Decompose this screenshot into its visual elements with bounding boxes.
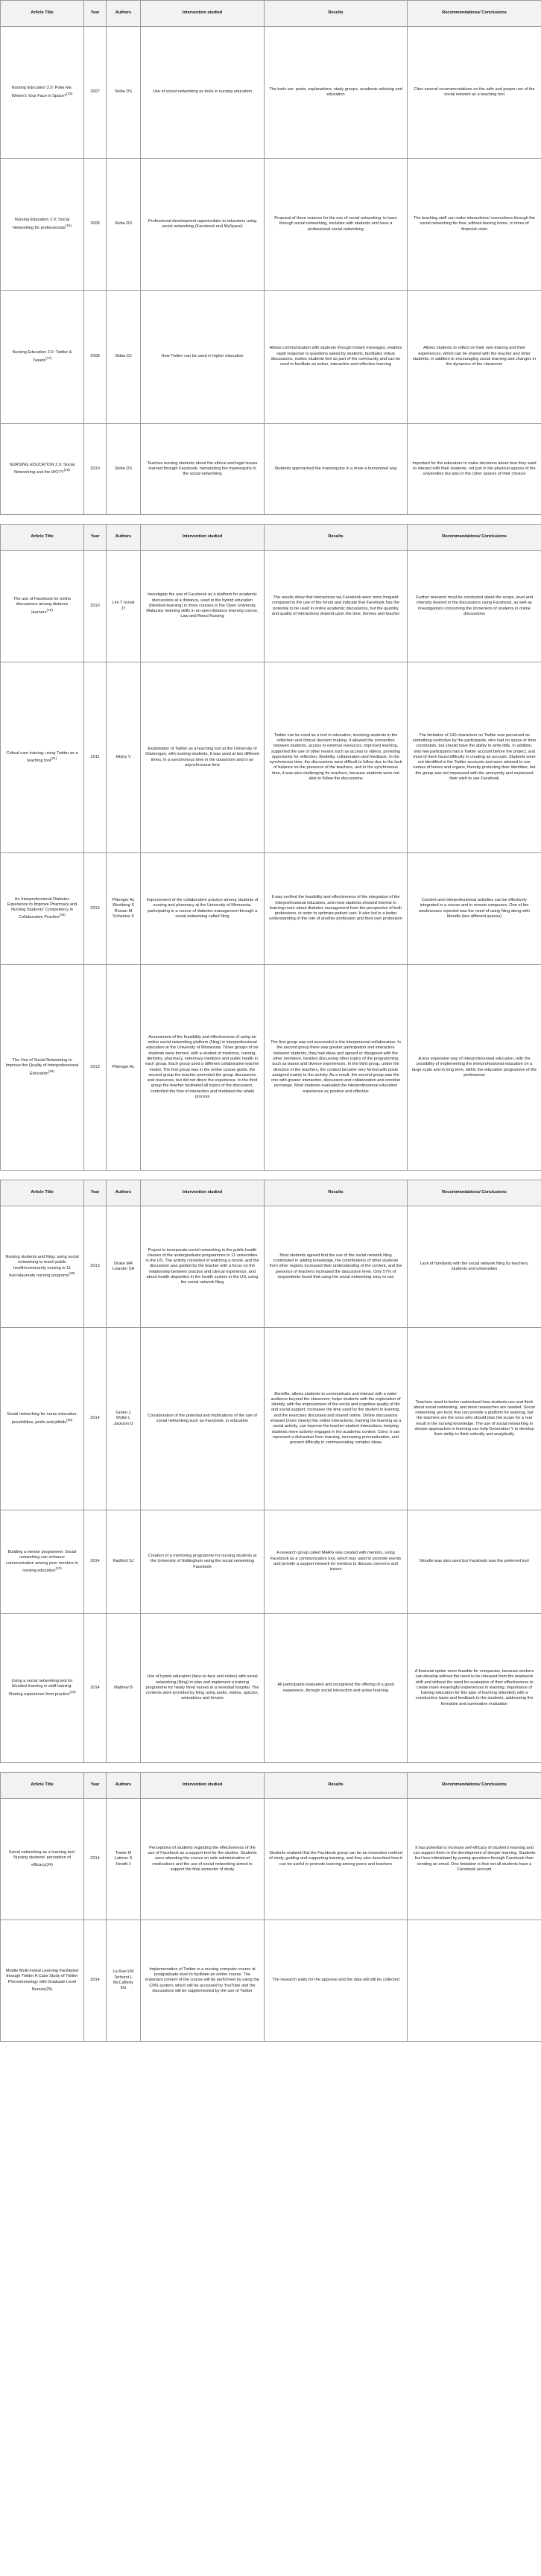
header-recommendations: Recommendations/ Conclusions	[408, 1, 541, 27]
recommendations-cell: Moodle was also used but Facebook was the preferred tool	[408, 1510, 541, 1614]
article-title-cell: Using a social networking tool for blended learning in staff training: Sharing experience from practice$^{(26)}$	[1, 1614, 84, 1763]
article-title-cell: Nursing Education 2.0: Social Networking for professionals$^{(16)}$	[1, 159, 84, 291]
intervention-cell: Use of social networking as tools in nursing education	[141, 27, 265, 159]
article-title-cell: Nursing students and Ning: using social networking to teach public health/community nursing in 11 baccalaureate nursing programs$^{(29)}$	[1, 1206, 84, 1328]
header-article-title: Article Title	[1, 1180, 84, 1206]
year-cell: 2013	[84, 1206, 107, 1328]
article-title-cell: Mobile Multi-modal Learning Facilitated through Twitter A Case Study of Twitter Phenomenology with Graduate Level Nurses(25)	[1, 1920, 84, 2042]
year-cell: 2010	[84, 551, 107, 662]
authors-cell: Mathew B	[107, 1614, 141, 1763]
results-cell: Students approached the mannequins in a more a humanized way	[265, 424, 408, 515]
recommendations-cell: Content and interprofessional activities can be effectively integrated in a course and in remote campuses. One of the weaknesses reported was the need of using Ning along with Moodle (two different spaces)	[408, 853, 541, 965]
header-year: Year	[84, 1773, 107, 1799]
year-cell: 2013	[84, 965, 107, 1171]
results-cell: The first group was not successful in the interpersonal collaboration. In the second group there was greater participation and interaction between students, they had ideas and agreed or disagreed with the other members, besides discussing other topics of the programming such as teams and diverse experiences. In the third group, under the direction of the teachers, the content became very formal with posts assigned mainly to the activity. As a result, the second group was the one with greater interaction, discussion and collaboration and emotion exchange. Most students evaluated the interprofessional education experience as positive and effective	[265, 965, 408, 1171]
article-title-cell: Nursing Education 2.0: Poke Me. Where's Your Face in Space?$^{(15)}$	[1, 27, 84, 159]
header-recommendations: Recommendations/ Conclusions	[408, 1180, 541, 1206]
authors-cell: Radford SJ	[107, 1510, 141, 1614]
article-title-cell: The use of Facebook for online discussions among distance learners$^{(19)}$	[1, 551, 84, 662]
intervention-cell: Implementation of Twitter in a nursing computer course at postgraduate level to facilitate an online course. The important content of the course will be performed by using the CMS system, which will be accessed by YouTube and the discussions will be supplemented by the use of Twitter	[141, 1920, 265, 2042]
review-table-page-3	[0, 1180, 541, 1763]
header-authors: Authors	[107, 525, 141, 551]
intervention-cell: Assessment of the feasibility and effectiveness of using an online social networking platform (Ning) in interprofessional education at the University of Minnesota. Three groups of six students were formed, with a student of medicine, nursing, dentistry, pharmacy, veterinary medicine and public health in each group. Each group used a different collaborative teacher model. The first group was in the online course guide, the second group the teacher promoted the group discussions and resources, but did not direct the experience. In the third group the teacher facilitated all topics of the discussion, controlled the flow of interaction and mediated the whole process	[141, 965, 265, 1171]
year-cell: 2011	[84, 662, 107, 853]
header-authors: Authors	[107, 1, 141, 27]
results-cell: The research waits for the approval and the data will still be collected	[265, 1920, 408, 2042]
authors-cell: Mistry V	[107, 662, 141, 853]
recommendations-cell: The teaching staff can make interactions/ connections through the social networking for free, without leaving home, in times of financial crisis	[408, 159, 541, 291]
page-gap	[0, 1171, 541, 1180]
article-title-cell: Social networking as a learning tool: Nursing students' perception of efficacy(24)	[1, 1799, 84, 1920]
table-header-row	[1, 1773, 541, 1799]
intervention-cell: Creation of a mentoring programme for nursing students at the University of Nottingham using the social networking Facebook	[141, 1510, 265, 1614]
recommendations-cell: Teachers need to better understand how students use and think about social networking, and more researches are needed. Social networking are tools that can provide a platform for learning, but the teachers are the ones who should plan the scope for a real result in the nursing knowledge. The use of social networking in deeper approaches in learning can help Generation Y to develop their ability to think critically and analytically	[408, 1328, 541, 1510]
authors-cell: Drake MA Leander SA	[107, 1206, 141, 1328]
recommendations-cell: A financial option more feasible for companies, because workers can develop without the need to be released from the teamwork shift and without the need for evaluation of their effectiveness to create more meaningful experiences in learning. Importance of training education for this type of learning (blended) with a constructive basis and feedback to the students, addressing the formative and summative evaluation	[408, 1614, 541, 1763]
authors-cell: Skiba DJ	[107, 291, 141, 424]
table-row	[1, 853, 541, 965]
year-cell: 2008	[84, 159, 107, 291]
table-row	[1, 1614, 541, 1763]
recommendations-cell: The limitation of 140 characters on Twitter was perceived as something restrictive by the participants, who had no space or time constraints, but should have the ability to write little. In addition, only few participants had a Twitter account before the project, and most of them faced difficulty in creating an account. Students were not identified in the Twitter accounts and were advised to use names of bones and organs, thereby protecting their identities, but the group was not impressed with the anonymity and expressed their wish to use Facebook	[408, 662, 541, 853]
article-title-cell: Social networking for nurse education: possibilities, perils and pitfalls$^{(20)}$	[1, 1328, 84, 1510]
header-intervention: Intervention studied	[141, 525, 265, 551]
header-results: Results	[265, 1180, 408, 1206]
authors-cell: Green J Wyllie L Jackson D	[107, 1328, 141, 1510]
header-year: Year	[84, 1, 107, 27]
page-gap	[0, 1763, 541, 1772]
year-cell: 2007	[84, 27, 107, 159]
review-table-page-1	[0, 0, 541, 515]
authors-cell: Skiba DS	[107, 424, 141, 515]
year-cell: 2013	[84, 853, 107, 965]
year-cell: 2014	[84, 1920, 107, 2042]
header-year: Year	[84, 525, 107, 551]
article-title-cell: NURSING EDUCATION 2.0: Social Networking and the WOTY$^{(18)}$	[1, 424, 84, 515]
year-cell: 2010	[84, 424, 107, 515]
table-row	[1, 1510, 541, 1614]
table-row	[1, 662, 541, 853]
intervention-cell: Investigate the use of Facebook as a platform for academic discussions at a distance, used in the hybrid education (blended-learning) in three courses in the Open University Malaysia: learning skills in an open distance learning course, Law and Renal Nursing	[141, 551, 265, 662]
table-row	[1, 551, 541, 662]
header-intervention: Intervention studied	[141, 1180, 265, 1206]
table-row	[1, 1799, 541, 1920]
results-cell: The tools are: posts, explanations, study groups, academic advising and education	[265, 27, 408, 159]
header-authors: Authors	[107, 1180, 141, 1206]
intervention-cell: Perceptions of students regarding the effectiveness of the use of Facebook as a support tool for the studies. Students were attending the course on safe administration of medications and the use of social networking aimed to support the final semester of study	[141, 1799, 265, 1920]
header-article-title: Article Title	[1, 525, 84, 551]
results-cell: Twitter can be used as a tool in education, involving students in the reflection and clinical decision making. It allowed the connection between students, access to external resources, improved learning, supported the use of other means such as access to videos, providing opportunity for reflection, flexibility, collaboration and feedback. In the synchronous time, the discussions were difficult to follow due to the lack of balance on the presence of the teachers, and in the synchronous time, it was also challenging for teachers, because students were not able to follow the discussions	[265, 662, 408, 853]
table-row	[1, 27, 541, 159]
recommendations-cell: It has potential to increase self-efficacy of student's learning and can support them in the development of deeper learning. Students feel less intimidated by posing questions through Facebook than sending an email. One limitation is that not all students have a Facebook account	[408, 1799, 541, 1920]
header-year: Year	[84, 1180, 107, 1206]
intervention-cell: Improvement of the collaborative practice among students of nursing and pharmacy at the University of Minnesota, participating in a course of diabetes management through a social networking called Ning	[141, 853, 265, 965]
results-cell: A research group called MARG was created with mentors, using Facebook as a communication tool, which was used to promote events and provide a support network for mentors to discuss concerns and issues	[265, 1510, 408, 1614]
results-cell: Most students agreed that the use of the social network Ning contributed in adding knowledge, the contributions of other students from other regions increased their understanding of the content, and the presence of teachers increased the discussion level. Only 57% of respondents found that using the social networking easy to use	[265, 1206, 408, 1328]
table-row	[1, 1328, 541, 1510]
recommendations-cell: Further research must be conducted about the scope, level and intensity desired in the discussions using Facebook, as well as investigations concerning the immersion of students in online discussions	[408, 551, 541, 662]
year-cell: 2014	[84, 1510, 107, 1614]
article-title-cell: Nursing Education 2.0: Twitter & Tweets$^{(17)}$	[1, 291, 84, 424]
intervention-cell: Exploitation of Twitter as a teaching tool at the University of Glamorgan, with nursing students. It was used at two different times, in a synchronous time in the classroom and in an asynchronous time	[141, 662, 265, 853]
table-header-row	[1, 1180, 541, 1206]
year-cell: 2008	[84, 291, 107, 424]
header-recommendations: Recommendations/ Conclusions	[408, 525, 541, 551]
results-cell: It was verified the feasibility and effectiveness of the integration of the interprofessional education, and most students showed interest in learning more about diabetes management from the perspective of both professions, in order to optimize patient care. It also led to a better understanding of the role of another profession and their own profession	[265, 853, 408, 965]
header-recommendations: Recommendations/ Conclusions	[408, 1773, 541, 1799]
table-header-row	[1, 1, 541, 27]
intervention-cell: Use of hybrid education (face-to-face and online) with social networking (Ning) to plan and implement a training programme for newly hired nurses in a neonatal hospital. The contents were provided by Ning using audio, videos, quizzes, animations and forums	[141, 1614, 265, 1763]
recommendations-cell: Cites several recommendations on the safe and proper use of the social network as a teaching tool	[408, 27, 541, 159]
table-row	[1, 1920, 541, 2042]
authors-cell: Pittenger AL	[107, 965, 141, 1171]
intervention-cell: Consideration of the potential and implications of the use of social networking such as Facebook, in education	[141, 1328, 265, 1510]
intervention-cell: Professional development opportunities to educators using social networking (Facebook and MySpace)	[141, 159, 265, 291]
intervention-cell: How Twitter can be used in higher education	[141, 291, 265, 424]
year-cell: 2014	[84, 1799, 107, 1920]
year-cell: 2014	[84, 1328, 107, 1510]
recommendations-cell: A less expensive way of interprofessional education, with the possibility of implementing the interprofessional education on a large scale and in long term, within the education programme of the professions	[408, 965, 541, 1171]
year-cell: 2014	[84, 1614, 107, 1763]
authors-cell: Tower M Latimer S Hewitt J	[107, 1799, 141, 1920]
table-row	[1, 424, 541, 515]
results-cell: Students realized that the Facebook group can be an innovative method of study, guiding and supporting learning, and they also described how it can be useful to promote learning among peers and teachers	[265, 1799, 408, 1920]
page-gap	[0, 515, 541, 524]
header-authors: Authors	[107, 1773, 141, 1799]
article-title-cell: Building a mentor programme: Social networking can enhance communication among peer mentors in nursing education$^{(22)}$	[1, 1510, 84, 1614]
header-results: Results	[265, 525, 408, 551]
recommendations-cell: Allows students to reflect on their own training and their experiences, which can be shared with the teacher and other students, in addition to encouraging social learning and changes in the dynamics of the classroom	[408, 291, 541, 424]
authors-cell: Skiba DS	[107, 159, 141, 291]
header-results: Results	[265, 1, 408, 27]
table-row	[1, 1206, 541, 1328]
header-intervention: Intervention studied	[141, 1773, 265, 1799]
authors-cell: Pittenger AL Westberg S Rowan M Schweiss S	[107, 853, 141, 965]
table-row	[1, 965, 541, 1171]
recommendations-cell: Important for the educators to make decisions about how they want to interact with their students, not just in the physical spaces of the universities but also in the cyber spaces of their choices	[408, 424, 541, 515]
authors-cell: Lim T Ismail JT	[107, 551, 141, 662]
results-cell: Allows communication with students through instant messages, enables rapid response to questions asked by students, facilitates virtual discussions, makes students feel as part of the community and can be used to facilitate an active, interactive and reflective learning	[265, 291, 408, 424]
recommendations-cell: Lack of familiarity with the social network Ning by teachers, students and universities	[408, 1206, 541, 1328]
table-row	[1, 159, 541, 291]
article-title-cell: The Use of Social Networking to Improve the Quality of Interprofessional Education$^{(28)}$	[1, 965, 84, 1171]
results-cell: Benefits: allows students to communicate and interact with a wider audience beyond the classroom; helps students with the exploration of identity, with the improvement of the social and cognitive quality of life and social support; increases the time used by the student in learning, and the exercises discussed and shared online. Online discussions showed (more clearly) the online interactions, framing the learning as a social activity, can improve the teacher-student interactions, keeping students more actively engaged in the academic context. Cons: it can represent a distraction from learning, increasing procrastination, and prevent difficulty in communicating complex ideas	[265, 1328, 408, 1510]
recommendations-cell	[408, 1920, 541, 2042]
authors-cell: Skiba DS	[107, 27, 141, 159]
header-article-title: Article Title	[1, 1773, 84, 1799]
authors-cell: La Rue EM Terhorst L McCafferty KG	[107, 1920, 141, 2042]
table-row	[1, 291, 541, 424]
header-article-title: Article Title	[1, 1, 84, 27]
article-title-cell: Critical care training: using Twitter as a teaching tool$^{(21)}$	[1, 662, 84, 853]
article-title-cell: An Interprofessional Diabetes Experience to Improve Pharmacy and Nursing Students' Competency in Collaborative Practice$^{(30)}$	[1, 853, 84, 965]
intervention-cell: Project to incorporate social networking in the public health classes of the undergraduate programmes in 11 universities in the US. The activity consisted of watching a movie, and the discussion was guided by the teacher with a focus on the relationship between practice and clinical experience, and about health disparities in the health system in the US, using the social network Ning	[141, 1206, 265, 1328]
results-cell: All participants evaluated and recognized the offering of a good experience, through social interaction and active learning	[265, 1614, 408, 1763]
review-table-page-4	[0, 1772, 541, 2042]
intervention-cell: Teaches nursing students about the ethical and legal issues learned through Facebook, humanizing the mannequins in the social networking	[141, 424, 265, 515]
header-results: Results	[265, 1773, 408, 1799]
results-cell: Proposal of three reasons for the use of social networking: to learn through social networking, socialize with students and have a professional social networking	[265, 159, 408, 291]
header-intervention: Intervention studied	[141, 1, 265, 27]
review-table-page-2	[0, 524, 541, 1171]
results-cell: The results show that interactions via Facebook were more frequent compared to the use of the forum and indicate that Facebook has the potential to be used in online academic discussions, but the quantity and quality of interactions depend upon the time, themes and teacher	[265, 551, 408, 662]
table-header-row	[1, 525, 541, 551]
